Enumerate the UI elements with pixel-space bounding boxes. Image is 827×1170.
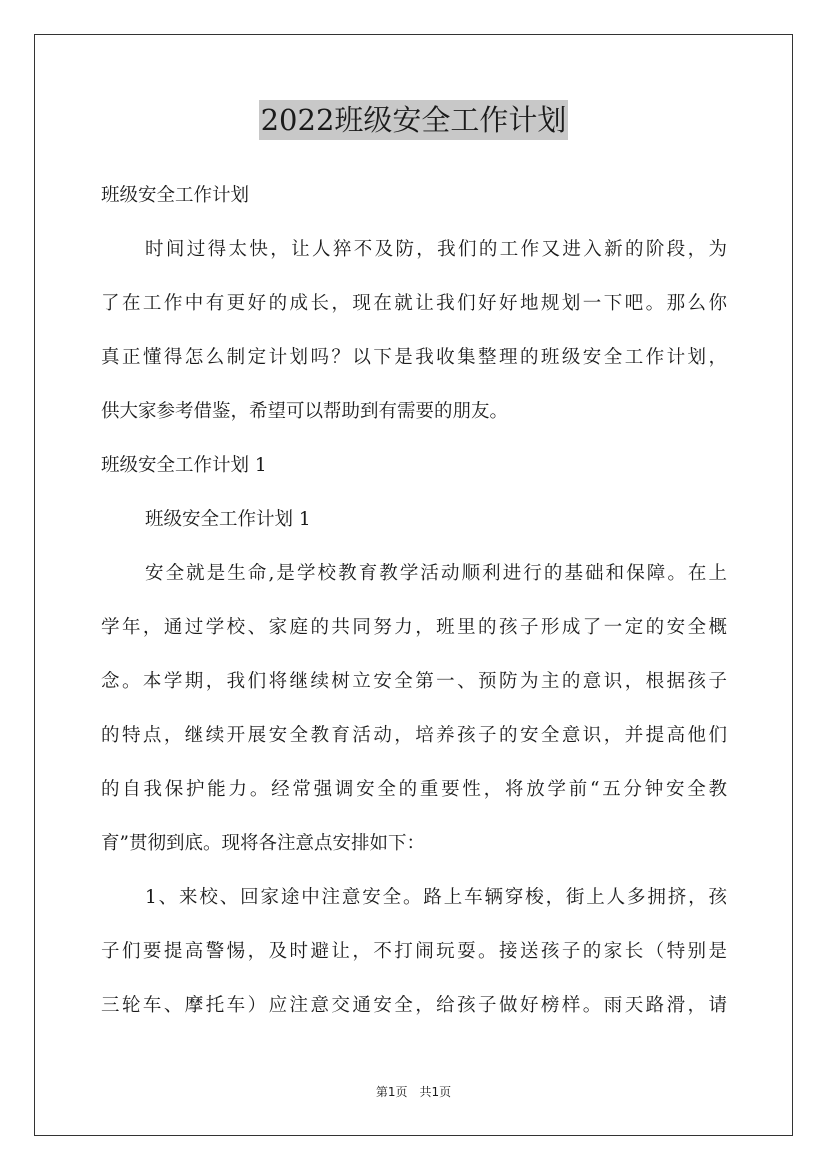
document-body [101, 169, 727, 1033]
page-footer [0, 1083, 827, 1101]
title-container [0, 100, 827, 140]
text-line: 的自我保护能力。经常强调安全的重要性，将放学前“五分钟安全教 [101, 779, 727, 800]
text-line: 的特点，继续开展安全教育活动，培养孩子的安全意识，并提高他们 [101, 725, 727, 746]
text-line: 真正懂得怎么制定计划吗？以下是我收集整理的班级安全工作计划， [101, 347, 727, 368]
text-line: 时间过得太快，让人猝不及防，我们的工作又进入新的阶段，为 [145, 239, 727, 260]
text-line: 供大家参考借鉴，希望可以帮助到有需要的朋友。 [101, 401, 509, 422]
text-line: 三轮车、摩托车）应注意交通安全，给孩子做好榜样。雨天路滑，请 [101, 995, 727, 1016]
text-line: 了在工作中有更好的成长，现在就让我们好好地规划一下吧。那么你 [101, 293, 727, 314]
page-total: 共1页 [419, 1085, 452, 1099]
text-line: 安全就是生命,是学校教育教学活动顺利进行的基础和保障。在上 [145, 563, 727, 584]
text-line: 子们要提高警惕，及时避让，不打闹玩耍。接送孩子的家长（特别是 [101, 941, 727, 962]
text-line: 念。本学期，我们将继续树立安全第一、预防为主的意识，根据孩子 [101, 671, 727, 692]
text-line: 班级安全工作计划 [101, 185, 250, 206]
text-line: 班级安全工作计划 1 [145, 509, 311, 530]
text-line: 1、来校、回家途中注意安全。路上车辆穿梭，街上人多拥挤，孩 [145, 887, 727, 908]
text-line: 学年，通过学校、家庭的共同努力，班里的孩子形成了一定的安全概 [101, 617, 727, 638]
text-line: 育”贯彻到底。现将各注意点安排如下： [101, 833, 425, 854]
text-line: 班级安全工作计划 1 [101, 455, 267, 476]
page-number: 第1页 [375, 1085, 408, 1099]
document-title: 2022班级安全工作计划 [259, 100, 569, 140]
